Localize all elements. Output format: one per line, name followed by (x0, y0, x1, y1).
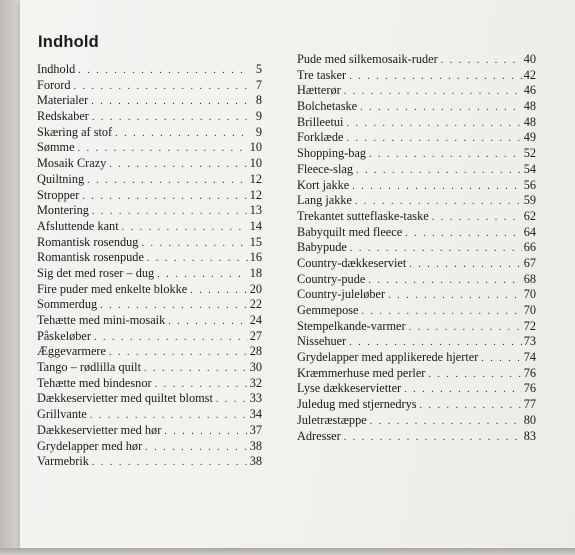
toc-entry-title: Juledug med stjernedrys (297, 397, 417, 412)
toc-entry (297, 334, 536, 350)
toc-entry (297, 193, 536, 209)
toc-entry-page-number: 37 (249, 422, 262, 437)
dot-leader (404, 384, 522, 395)
toc-column-right (297, 52, 536, 444)
toc-entry (297, 225, 536, 241)
dot-leader (349, 337, 522, 348)
toc-entry (37, 391, 262, 407)
toc-entry-page-number: 16 (249, 250, 262, 265)
dot-leader (352, 181, 521, 192)
toc-entry-page-number: 27 (249, 328, 262, 343)
dot-leader (409, 322, 522, 333)
toc-entry (297, 130, 536, 146)
toc-entry (297, 115, 536, 131)
toc-entry-title: Materialer (37, 93, 89, 108)
toc-entry-page-number: 49 (523, 130, 536, 145)
toc-entry-page-number: 20 (249, 281, 262, 296)
toc-entry-page-number: 9 (255, 124, 262, 139)
toc-entry-title: Grydelapper med hør (37, 438, 143, 453)
page-title: Indhold (38, 33, 99, 51)
toc-entry (297, 272, 536, 288)
toc-entry (37, 93, 262, 109)
toc-entry (297, 397, 536, 413)
toc-entry-page-number: 70 (523, 287, 536, 302)
toc-entry (297, 381, 536, 397)
toc-entry-page-number: 14 (249, 218, 262, 233)
toc-entry-page-number: 38 (249, 454, 262, 469)
toc-entry-title: Bolchetaske (297, 99, 358, 114)
toc-entry (37, 62, 262, 78)
dot-leader (409, 259, 521, 270)
toc-entry (297, 68, 536, 84)
toc-entry-page-number: 18 (249, 265, 262, 280)
dot-leader (370, 416, 522, 427)
toc-entry (297, 429, 536, 445)
toc-entry (37, 266, 262, 282)
dot-leader (144, 363, 248, 374)
toc-entry-title: Grillvante (37, 407, 87, 422)
toc-entry-page-number: 67 (523, 255, 536, 270)
toc-column-left (37, 62, 262, 470)
toc-entry (37, 344, 262, 360)
toc-entry-title: Forord (37, 77, 71, 92)
toc-entry-page-number: 73 (523, 334, 536, 349)
toc-entry-page-number: 9 (255, 109, 262, 124)
dot-leader (164, 426, 247, 437)
toc-entry (297, 146, 536, 162)
toc-entry (37, 188, 262, 204)
dot-leader (78, 143, 248, 154)
toc-entry-page-number: 74 (523, 350, 536, 365)
dot-leader (360, 102, 522, 113)
toc-entry-page-number: 7 (255, 77, 262, 92)
dot-leader (356, 165, 522, 176)
dot-leader (122, 222, 248, 233)
toc-entry-page-number: 54 (523, 161, 536, 176)
toc-entry-page-number: 68 (523, 271, 536, 286)
page-bottom-shadow (0, 548, 575, 555)
toc-entry (37, 360, 262, 376)
toc-entry (37, 423, 262, 439)
toc-entry-title: Babyquilt med fleece (297, 224, 403, 239)
toc-entry-page-number: 42 (523, 67, 536, 82)
toc-entry-title: Country-dækkeserviet (297, 255, 407, 270)
toc-entry-page-number: 32 (249, 375, 262, 390)
toc-entry-title: Afsluttende kant (37, 218, 119, 233)
toc-entry-page-number: 77 (523, 397, 536, 412)
toc-entry-page-number: 80 (523, 412, 536, 427)
toc-entry (37, 109, 262, 125)
dot-leader (82, 191, 247, 202)
toc-entry (37, 250, 262, 266)
dot-leader (216, 394, 248, 405)
toc-entry-page-number: 76 (523, 365, 536, 380)
dot-leader (441, 55, 522, 66)
toc-entry-title: Romantisk rosendug (37, 234, 139, 249)
toc-entry (37, 125, 262, 141)
toc-entry (37, 439, 262, 455)
toc-entry-title: Romantisk rosenpude (37, 250, 144, 265)
toc-entry (297, 240, 536, 256)
toc-entry (297, 83, 536, 99)
dot-leader (481, 353, 521, 364)
toc-entry (297, 366, 536, 382)
toc-entry-title: Kræmmerhuse med perler (297, 365, 426, 380)
dot-leader (109, 159, 247, 170)
dot-leader (155, 379, 248, 390)
dot-leader (420, 400, 522, 411)
dot-leader (90, 410, 248, 421)
toc-entry (37, 172, 262, 188)
toc-entry (297, 303, 536, 319)
toc-entry (297, 209, 536, 225)
dot-leader (405, 228, 522, 239)
toc-entry-page-number: 70 (523, 303, 536, 317)
toc-entry-page-number: 33 (249, 391, 262, 406)
toc-entry (37, 219, 262, 235)
toc-entry (37, 329, 262, 345)
toc-entry (37, 203, 262, 219)
toc-entry-page-number: 48 (523, 114, 536, 129)
dot-leader (388, 290, 522, 301)
toc-entry (297, 52, 536, 68)
toc-entry-page-number: 62 (523, 208, 536, 223)
toc-entry (37, 156, 262, 172)
toc-entry-page-number: 66 (523, 240, 536, 255)
toc-entry (37, 313, 262, 329)
toc-entry (297, 162, 536, 178)
toc-entry-title: Mosaik Crazy (37, 156, 107, 171)
dot-leader (87, 175, 248, 186)
toc-entry-page-number: 12 (249, 187, 262, 202)
toc-entry-title: Gemmepose (297, 303, 359, 317)
toc-entry-title: Shopping-bag (297, 146, 366, 161)
toc-entry-title: Skæring af stof (37, 124, 113, 139)
toc-entry-page-number: 72 (523, 318, 536, 333)
toc-entry (37, 78, 262, 94)
toc-entry-title: Sommerdug (37, 297, 98, 312)
dot-leader (78, 65, 248, 76)
toc-entry-title: Tehætte med mini-mosaik (37, 313, 166, 327)
toc-entry (297, 178, 536, 194)
toc-entry-title: Fire puder med enkelte blokke (37, 281, 188, 296)
dot-leader (73, 81, 248, 92)
toc-entry-page-number: 34 (249, 407, 262, 422)
toc-entry-page-number: 46 (523, 83, 536, 98)
toc-entry-title: Brilleetui (297, 114, 344, 129)
toc-entry-page-number: 64 (523, 224, 536, 239)
toc-entry-title: Tango – rødlilla quilt (37, 360, 141, 375)
dot-leader (369, 149, 522, 160)
toc-entry (297, 256, 536, 272)
toc-entry-page-number: 8 (255, 93, 262, 108)
dot-leader (157, 269, 248, 280)
toc-entry-page-number: 10 (249, 140, 262, 155)
toc-entry-title: Dækkeservietter med quiltet blomst (37, 391, 213, 406)
toc-entry-title: Juletræstæppe (297, 412, 367, 427)
dot-leader (355, 196, 522, 207)
toc-entry-title: Kort jakke (297, 177, 350, 192)
toc-entry-title: Pude med silkemosaik-ruder (297, 52, 438, 66)
page-edge-shadow (0, 0, 20, 555)
toc-entry-title: Stropper (37, 187, 80, 202)
toc-entry-title: Lyse dækkeservietter (297, 381, 402, 396)
dot-leader (141, 238, 247, 249)
dot-leader (91, 96, 248, 107)
toc-entry-page-number: 30 (249, 360, 262, 375)
toc-entry-title: Montering (37, 203, 89, 218)
dot-leader (361, 306, 521, 317)
dot-leader (92, 206, 248, 217)
toc-entry (297, 319, 536, 335)
toc-entry-title: Tehætte med bindesnor (37, 375, 152, 390)
dot-leader (350, 243, 522, 254)
dot-leader (344, 432, 522, 443)
toc-entry-title: Grydelapper med applikerede hjerter (297, 350, 479, 365)
toc-entry-title: Stempelkande-varmer (297, 318, 406, 333)
toc-entry (297, 287, 536, 303)
dot-leader (190, 285, 247, 296)
toc-entry (37, 282, 262, 298)
dot-leader (346, 118, 521, 129)
dot-leader (147, 253, 248, 264)
toc-entry-title: Dækkeservietter med hør (37, 422, 162, 437)
toc-entry-title: Æggevarmere (37, 344, 106, 359)
toc-entry-title: Trekantet sutteflaske-taske (297, 208, 429, 223)
toc-entry-title: Quiltning (37, 171, 85, 186)
toc-entry-title: Sømme (37, 140, 75, 155)
toc-entry-page-number: 10 (249, 156, 262, 171)
dot-leader (115, 128, 248, 139)
dot-leader (432, 212, 522, 223)
toc-entry-title: Country-juleløber (297, 287, 386, 302)
toc-entry-title: Babypude (297, 240, 347, 255)
toc-entry-title: Tre tasker (297, 67, 347, 82)
dot-leader (346, 133, 521, 144)
dot-leader (349, 71, 522, 82)
dot-leader (109, 347, 248, 358)
toc-entry (37, 376, 262, 392)
toc-entry-title: Forklæde (297, 130, 344, 145)
dot-leader (344, 86, 522, 97)
dot-leader (168, 316, 247, 327)
toc-entry-page-number: 22 (249, 297, 262, 312)
dot-leader (145, 442, 248, 453)
toc-entry-page-number: 15 (249, 234, 262, 249)
dot-leader (100, 300, 248, 311)
toc-entry-title: Sig det med roser – dug (37, 265, 155, 280)
toc-entry-title: Påskeløber (37, 328, 91, 343)
toc-entry-page-number: 59 (523, 193, 536, 208)
toc-entry-page-number: 38 (249, 438, 262, 453)
toc-entry-title: Lang jakke (297, 193, 352, 208)
toc-entry-title: Country-pude (297, 271, 366, 286)
toc-entry-page-number: 12 (249, 171, 262, 186)
toc-entry-page-number: 52 (523, 146, 536, 161)
toc-entry-title: Adresser (297, 428, 341, 443)
toc-entry (297, 99, 536, 115)
dot-leader (368, 275, 521, 286)
toc-entry (37, 140, 262, 156)
toc-entry (297, 350, 536, 366)
toc-entry-page-number: 76 (523, 381, 536, 396)
toc-entry-title: Indhold (37, 62, 76, 76)
toc-entry-page-number: 5 (255, 62, 262, 76)
toc-entry (37, 297, 262, 313)
toc-entry-page-number: 83 (523, 428, 536, 443)
toc-entry (37, 454, 262, 470)
toc-entry-title: Hætterør (297, 83, 341, 98)
toc-entry (37, 235, 262, 251)
dot-leader (92, 457, 248, 468)
toc-entry-title: Nissehuer (297, 334, 347, 349)
toc-entry-page-number: 28 (249, 344, 262, 359)
toc-entry (37, 407, 262, 423)
toc-entry-page-number: 13 (249, 203, 262, 218)
toc-entry-page-number: 24 (249, 313, 262, 327)
toc-entry-title: Varmebrik (37, 454, 89, 469)
toc-entry-title: Redskaber (37, 109, 89, 124)
toc-entry-page-number: 40 (523, 52, 536, 66)
toc-entry-page-number: 56 (523, 177, 536, 192)
toc-entry-page-number: 48 (523, 99, 536, 114)
dot-leader (94, 332, 248, 343)
dot-leader (92, 112, 248, 123)
toc-entry-title: Fleece-slag (297, 161, 353, 176)
toc-entry (297, 413, 536, 429)
dot-leader (428, 369, 521, 380)
